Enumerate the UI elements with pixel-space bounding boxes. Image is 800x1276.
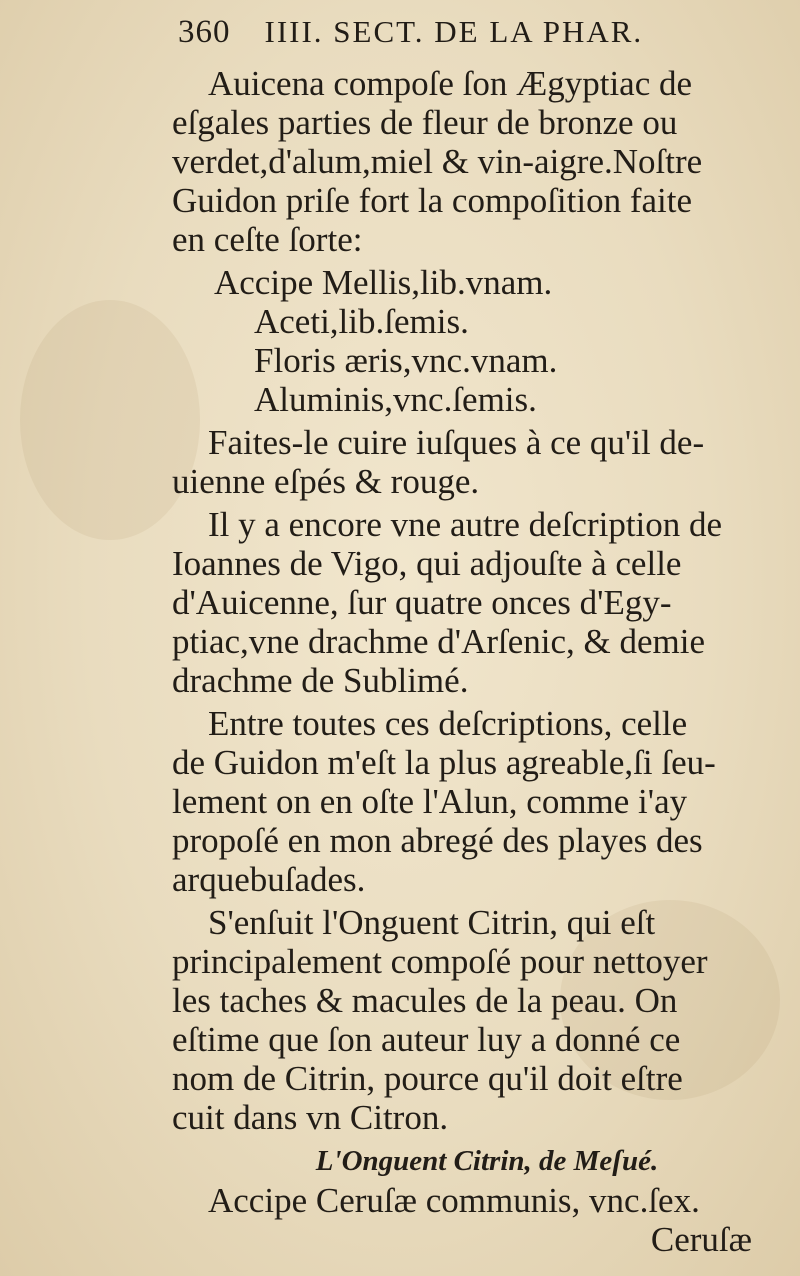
paragraph-3 <box>172 505 772 700</box>
text-line: d'Auicenne, ſur quatre onces d'Egy- <box>172 583 672 622</box>
text-line: Entre toutes ces deſcriptions, celle <box>208 704 688 743</box>
text-line: de Guidon m'eſt la plus agreable,ſi ſeu- <box>172 743 716 782</box>
recipe-title: L'Onguent Citrin, de Meſué. <box>315 1145 659 1177</box>
recipe-1 <box>172 263 772 419</box>
text-line: lement on en oſte l'Alun, comme i'ay <box>172 782 688 821</box>
text-line: en ceſte ſorte: <box>172 220 363 259</box>
text-line: eſtime que ſon auteur luy a donné ce <box>172 1020 681 1059</box>
recipe-line: Floris æris,vnc.vnam. <box>254 341 558 380</box>
catchword: Ceruſæ <box>650 1220 752 1259</box>
running-header <box>178 14 643 51</box>
text-line: ptiac,vne drachme d'Arſenic, & demie <box>172 622 706 661</box>
text-line: les taches & macules de la peau. On <box>172 981 678 1020</box>
text-line: S'enſuit l'Onguent Citrin, qui eſt <box>208 903 656 942</box>
text-line: Auicena compoſe ſon Ægyptiac de <box>208 64 693 103</box>
text-line: Faites-le cuire iuſques à ce qu'il de- <box>208 423 705 462</box>
text-line: verdet,d'alum,miel & vin-aigre.Noſtre <box>172 142 703 181</box>
text-line: Ioannes de Vigo, qui adjouſte à celle <box>172 544 682 583</box>
recipe-line: Accipe Ceruſæ communis, vnc.ſex. <box>208 1181 700 1220</box>
text-line: uienne eſpés & rouge. <box>172 462 480 501</box>
paragraph-4 <box>172 704 772 899</box>
recipe-line: Aluminis,vnc.ſemis. <box>254 380 537 419</box>
text-line: cuit dans vn Citron. <box>172 1098 449 1137</box>
recipe-line: Aceti,lib.ſemis. <box>254 302 469 341</box>
recipe-line: Accipe Mellis,lib.vnam. <box>214 263 553 302</box>
text-line: arquebuſades. <box>172 860 366 899</box>
text-line: nom de Citrin, pource qu'il doit eſtre <box>172 1059 683 1098</box>
text-line: eſgales parties de fleur de bronze ou <box>172 103 678 142</box>
text-line: drachme de Sublimé. <box>172 661 469 700</box>
paragraph-5 <box>172 903 772 1137</box>
page-number: 360 <box>178 14 231 50</box>
paragraph-2 <box>172 423 772 501</box>
text-line: principalement compoſé pour nettoyer <box>172 942 708 981</box>
text-line: propoſé en mon abregé des playes des <box>172 821 703 860</box>
text-line: Guidon priſe fort la compoſition faite <box>172 181 693 220</box>
body-text <box>172 64 772 1259</box>
paragraph-1 <box>172 64 772 259</box>
text-line: Il y a encore vne autre deſcription de <box>208 505 723 544</box>
running-title: IIII. SECT. DE LA PHAR. <box>264 14 644 49</box>
